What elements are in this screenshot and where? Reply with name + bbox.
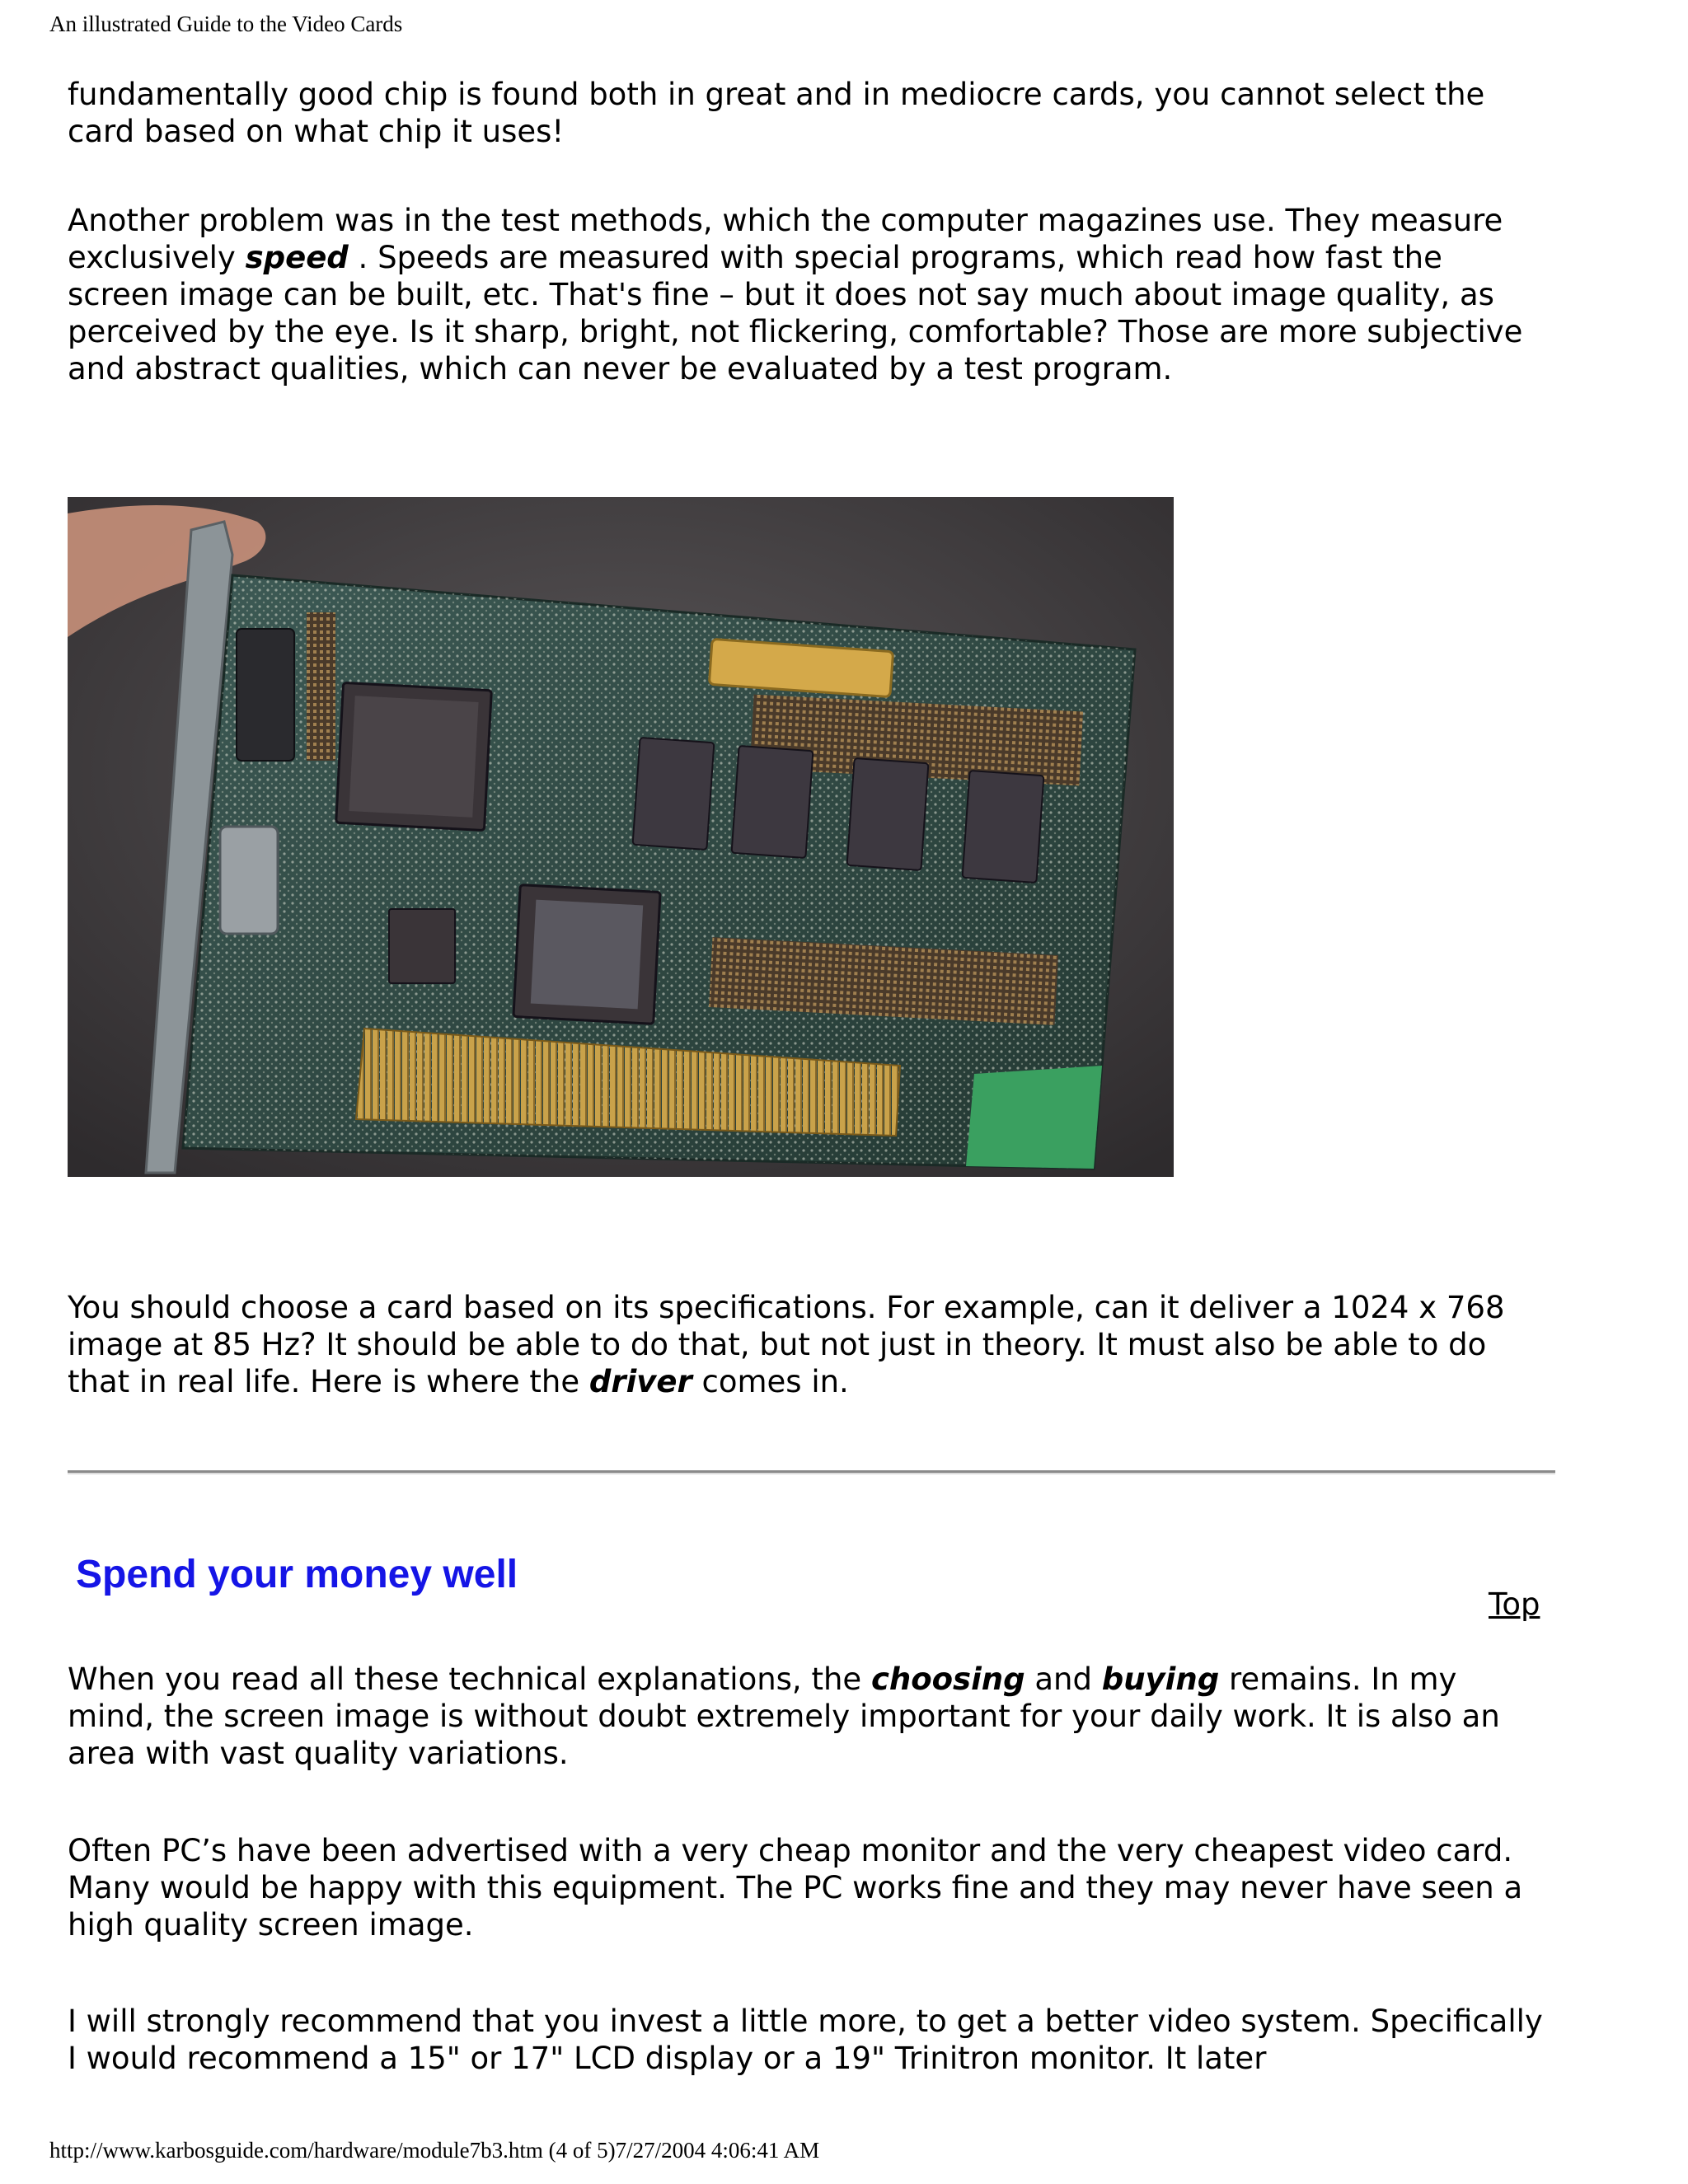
- text-run: and: [1025, 1661, 1102, 1697]
- paragraph-specifications: [68, 1289, 1551, 1400]
- emphasis-driver: driver: [588, 1364, 692, 1399]
- green-edge-area: [966, 1066, 1102, 1169]
- section-title-spend-money: Spend your money well: [76, 1553, 518, 1596]
- print-header: An illustrated Guide to the Video Cards: [49, 12, 403, 36]
- small-chip: [389, 909, 455, 983]
- text-run: You should choose a card based on its specifications. For example, can it deliver a 1024 x 768 image at 85 Hz? It should be able to do that, but not just in theory. It must also be able to do that in real life. Here is where the: [68, 1290, 1505, 1399]
- text-run: remains. In my mind, the screen image is without doubt extremely important for your daily work. It is also an area with vast quality variations.: [68, 1661, 1500, 1771]
- video-card-illustration: [68, 497, 1174, 1177]
- paragraph-chip-selection: fundamentally good chip is found both in great and in mediocre cards, you cannot select the card based on what chip it uses!: [68, 77, 1485, 149]
- feature-connector: [237, 629, 294, 761]
- paragraph-recommendation: I will strongly recommend that you invest a little more, to get a better video system. Specifically I would recommend a 15" or 17" LCD display or a 19" Trinitron monitor. It later: [68, 2004, 1543, 2076]
- print-footer: http://www.karbosguide.com/hardware/module7b3.htm (4 of 5)7/27/2004 4:06:41 AM: [49, 2138, 820, 2163]
- header-pins: [307, 612, 335, 761]
- vga-connector: [220, 827, 278, 934]
- top-link[interactable]: Top: [1489, 1586, 1540, 1622]
- main-chip: [336, 682, 492, 830]
- emphasis-buying: buying: [1101, 1661, 1220, 1697]
- horizontal-rule: [68, 1470, 1555, 1474]
- text-run: . Speeds are measured with special programs, which read how fast the screen image can be built, etc. That's fine – but it does not say much about image quality, as perceived by the eye. Is it sharp, bright, not flickering, comfortable? Those are more subjective and abstract qualities, which can never be evaluated by a test program.: [68, 240, 1523, 387]
- paragraph-choosing-buying: [68, 1661, 1551, 1772]
- paragraph-test-methods: [68, 202, 1551, 387]
- paragraph-cheap-pcs: Often PC’s have been advertised with a very cheap monitor and the very cheapest video card. Many would be happy with this equipment. The PC works fine and they may never have seen a high quality screen image.: [68, 1833, 1523, 1943]
- text-run: Another problem was in the test methods, which the computer magazines use. They measure exclusively: [68, 203, 1503, 275]
- emphasis-speed: speed: [245, 240, 349, 275]
- video-card-photo: [68, 497, 1174, 1177]
- emphasis-choosing: choosing: [870, 1661, 1025, 1697]
- text-run: comes in.: [692, 1364, 849, 1399]
- accelerator-chip: [513, 885, 660, 1024]
- text-run: When you read all these technical explanations, the: [68, 1661, 871, 1697]
